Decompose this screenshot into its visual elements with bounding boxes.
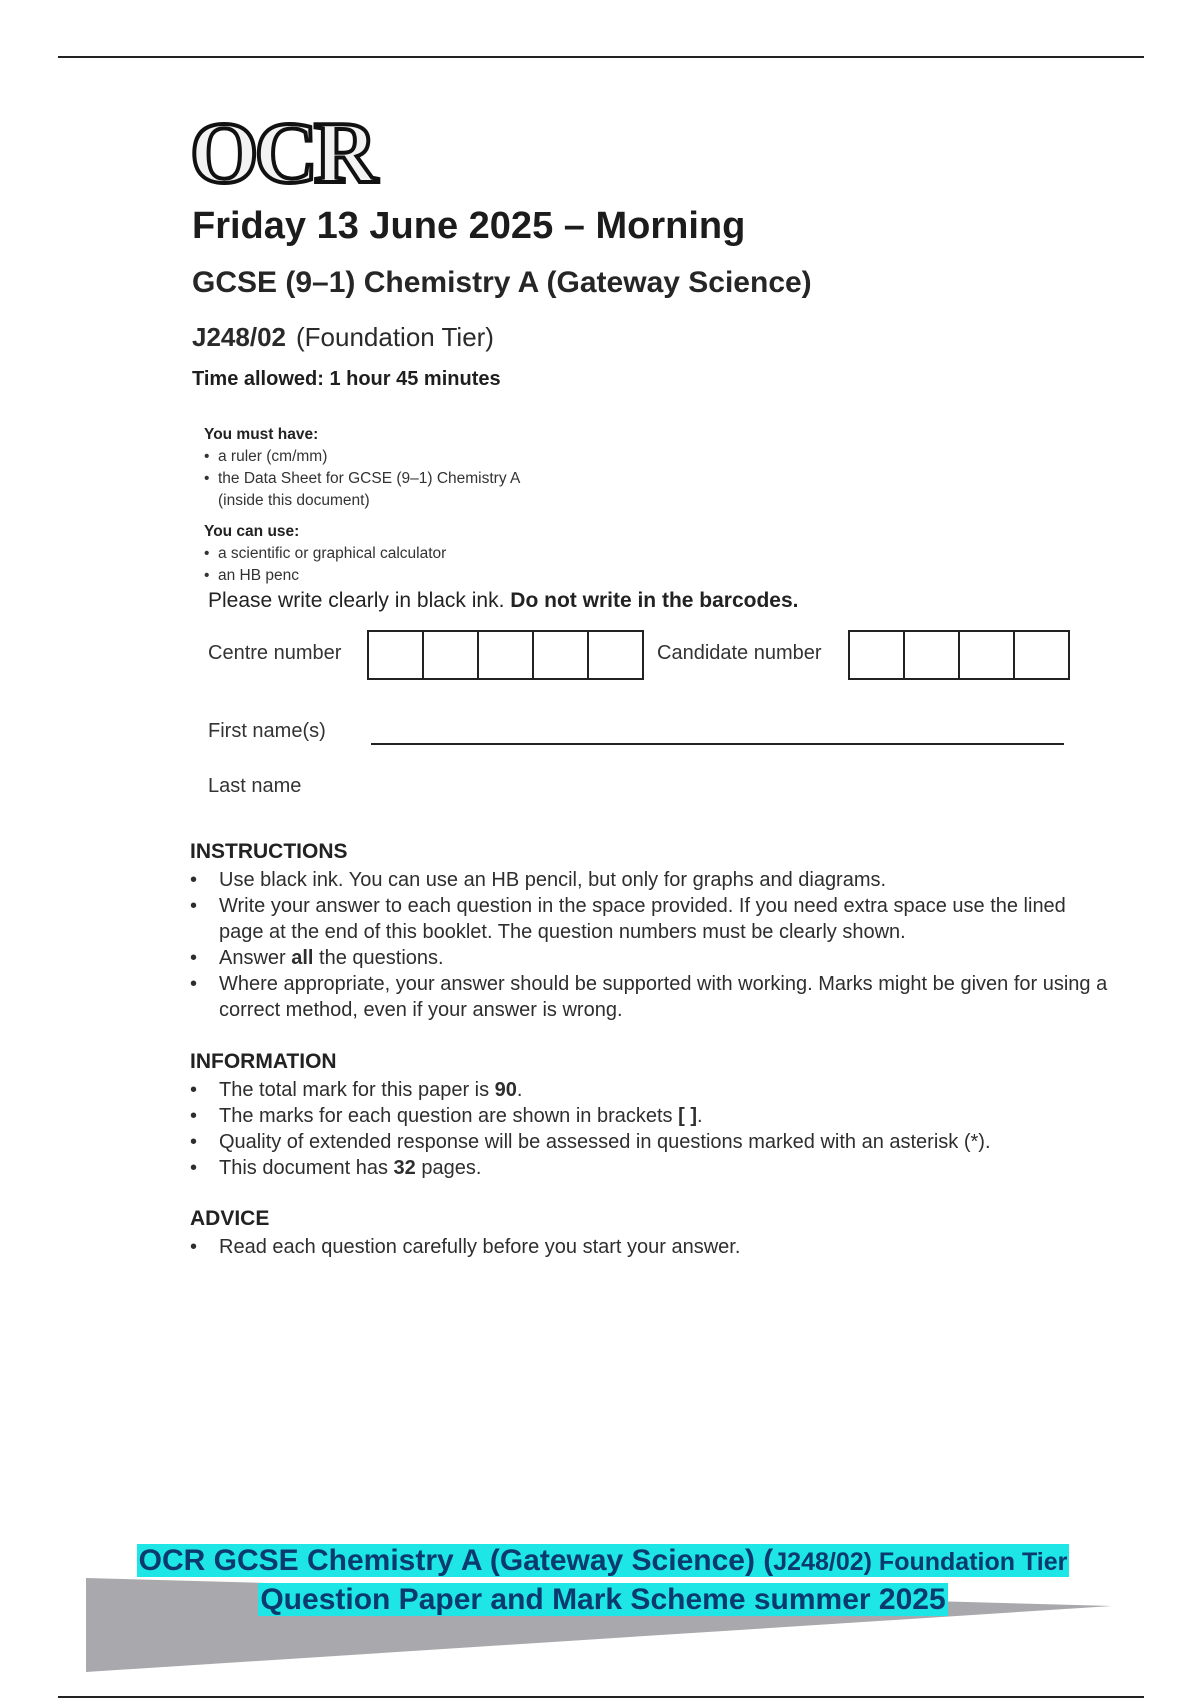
instruction-text: the questions. xyxy=(313,947,444,969)
advice-heading: ADVICE xyxy=(190,1207,270,1230)
information-text: The total mark for this paper is xyxy=(219,1079,495,1101)
information-text: . xyxy=(697,1105,703,1127)
title-banner xyxy=(88,1542,1118,1619)
last-name-label: Last name xyxy=(208,775,302,797)
information-text: This document has xyxy=(219,1157,394,1179)
banner-line-1-main: OCR GCSE Chemistry A (Gateway Science) ( xyxy=(138,1544,774,1577)
write-clearly-bold: Do not write in the barcodes. xyxy=(510,589,799,612)
bottom-rule xyxy=(58,1696,1144,1698)
must-have-item: • a ruler (cm/mm) xyxy=(204,446,520,468)
information-text: The marks for each question are shown in brackets xyxy=(219,1105,679,1127)
instructions-heading: INSTRUCTIONS xyxy=(190,840,348,863)
instruction-text: Where appropriate, your answer should be supported with working. Marks might be given for using a correct method, even if your answer is wrong. xyxy=(219,973,1108,1021)
can-use-item: • a scientific or graphical calculator xyxy=(204,543,446,565)
information-bold: 90 xyxy=(494,1079,517,1101)
banner-line-1-tail: Foundation Tier xyxy=(871,1548,1068,1576)
instruction-text: Use black ink. You can use an HB pencil, but only for graphs and diagrams. xyxy=(219,869,887,891)
instruction-text: Write your answer to each question in the space provided. If you need extra space use the lined page at the end of this booklet. The question numbers must be clearly shown. xyxy=(219,895,1066,943)
time-allowed: Time allowed: 1 hour 45 minutes xyxy=(192,368,501,390)
paper-code: J248/02 xyxy=(192,322,286,352)
write-clearly-text: Please write clearly in black ink. xyxy=(208,589,505,612)
advice-text: Read each question carefully before you start your answer. xyxy=(219,1236,741,1258)
must-have-item: • the Data Sheet for GCSE (9–1) Chemistry A xyxy=(204,468,520,490)
first-name-label: First name(s) xyxy=(208,720,326,742)
information-bold: 32 xyxy=(393,1157,416,1179)
can-use-heading: You can use: xyxy=(204,523,300,540)
exam-date: Friday 13 June 2025 – Morning xyxy=(192,205,746,247)
information-bold: [ ] xyxy=(678,1105,698,1127)
instruction-text: Answer xyxy=(219,947,292,969)
must-have-item-continuation: (inside this document) xyxy=(218,492,370,509)
banner-line-1-code: J248/02) xyxy=(773,1548,872,1576)
information-text: . xyxy=(516,1079,523,1101)
banner-line-2: Question Paper and Mark Scheme summer 2025 xyxy=(260,1583,946,1616)
paper-tier: (Foundation Tier) xyxy=(295,322,494,352)
candidate-number-label: Candidate number xyxy=(657,642,822,664)
must-have-heading: You must have: xyxy=(204,426,319,443)
banner-line-1 xyxy=(137,1544,1070,1577)
information-heading: INFORMATION xyxy=(190,1050,337,1073)
information-text: pages. xyxy=(415,1157,482,1179)
ocr-logo-text: OCR xyxy=(190,112,374,192)
centre-number-label: Centre number xyxy=(208,642,342,664)
subject-title: GCSE (9–1) Chemistry A (Gateway Science) xyxy=(192,266,812,299)
information-text: Quality of extended response will be assessed in questions marked with an asterisk (*). xyxy=(219,1131,991,1153)
instruction-bold: all xyxy=(291,947,314,969)
can-use-item: • an HB penc xyxy=(204,565,446,587)
